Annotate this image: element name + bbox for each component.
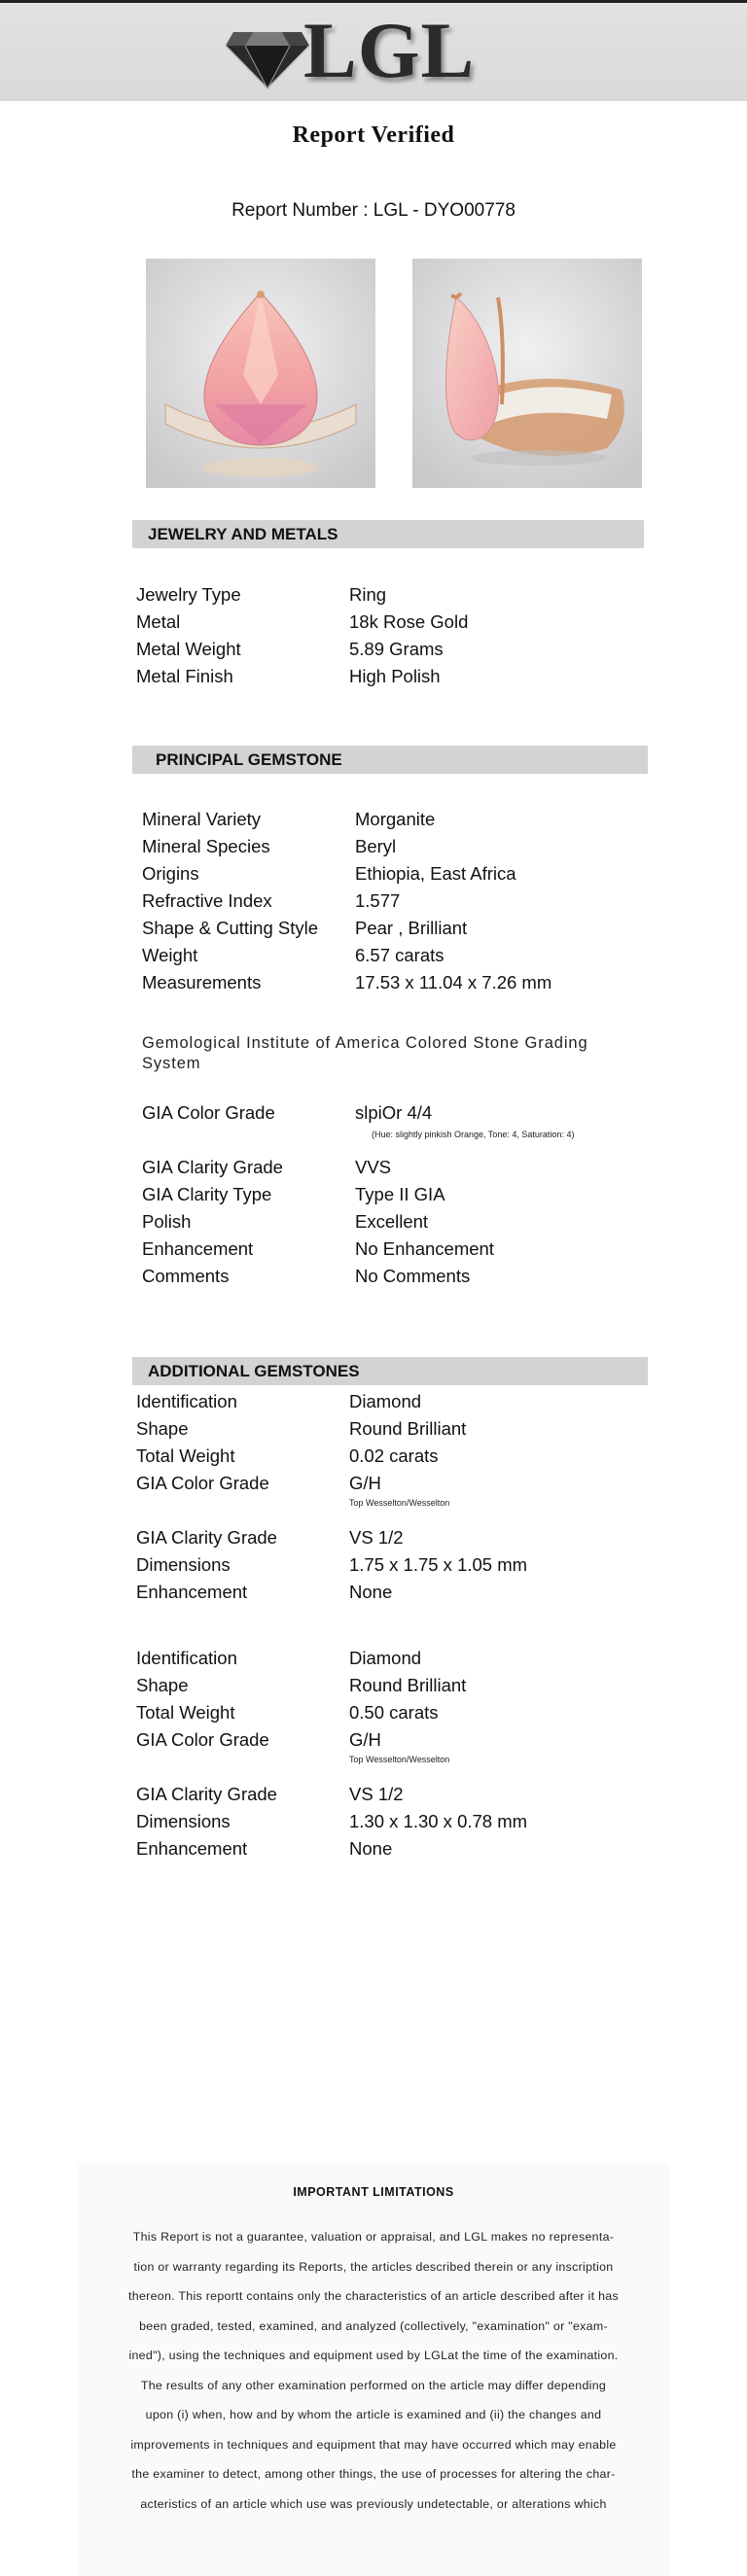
ring-front-photo bbox=[146, 259, 375, 488]
additional-value: None bbox=[349, 1582, 393, 1602]
principal-label: GIA Clarity Grade bbox=[142, 1157, 283, 1177]
jewelry-value: Ring bbox=[349, 584, 387, 605]
limitations-line: upon (i) when, how and by whom the article is examined and (ii) the changes and bbox=[145, 2408, 602, 2421]
principal-label: Shape & Cutting Style bbox=[142, 918, 318, 938]
principal-label: Weight bbox=[142, 945, 198, 965]
limitations-line: This Report is not a guarantee, valuation or appraisal, and LGL makes no representa- bbox=[132, 2230, 615, 2244]
principal-value: 6.57 carats bbox=[355, 945, 445, 965]
additional-value: Round Brilliant bbox=[349, 1418, 467, 1439]
ring-side-photo bbox=[412, 259, 642, 488]
additional-color-note: Top Wesselton/Wesselton bbox=[349, 1755, 450, 1764]
principal-section-heading: PRINCIPAL GEMSTONE bbox=[156, 750, 342, 769]
principal-label: Measurements bbox=[142, 972, 262, 992]
jewelry-section-bar bbox=[132, 520, 644, 548]
additional-label: GIA Clarity Grade bbox=[136, 1784, 277, 1804]
additional-label: Enhancement bbox=[136, 1838, 248, 1859]
principal-label: GIA Clarity Type bbox=[142, 1184, 272, 1204]
principal-label: Mineral Species bbox=[142, 836, 270, 856]
limitations-line: ined"), using the techniques and equipment used by LGLat the time of the examination. bbox=[128, 2349, 619, 2362]
limitations-line: The results of any other examination performed on the article may differ depending bbox=[140, 2378, 607, 2392]
principal-value: No Comments bbox=[355, 1266, 471, 1286]
gia-grading-heading: Gemological Institute of America Colored Stone Grading System bbox=[142, 1034, 588, 1072]
additional-label: Shape bbox=[136, 1675, 189, 1695]
principal-label: Origins bbox=[142, 863, 199, 884]
logo-text: LGL bbox=[303, 6, 476, 94]
additional-label: GIA Color Grade bbox=[136, 1729, 269, 1750]
additional-label: Dimensions bbox=[136, 1811, 231, 1831]
principal-label: GIA Color Grade bbox=[142, 1102, 275, 1123]
additional-label: GIA Color Grade bbox=[136, 1473, 269, 1493]
additional-label: Identification bbox=[136, 1648, 237, 1668]
additional-value: G/H bbox=[349, 1729, 381, 1750]
principal-value: VVS bbox=[355, 1157, 392, 1177]
jewelry-label: Metal Finish bbox=[136, 666, 233, 686]
principal-value: Morganite bbox=[355, 809, 436, 829]
page-title: Report Verified bbox=[292, 122, 455, 148]
jewelry-label: Metal Weight bbox=[136, 639, 241, 659]
additional-value: 0.02 carats bbox=[349, 1445, 439, 1466]
additional-label: Enhancement bbox=[136, 1582, 248, 1602]
principal-value: Excellent bbox=[355, 1211, 429, 1232]
diamond-logo-icon bbox=[224, 22, 311, 90]
limitations-line: acteristics of an article which use was previously undetectable, or alterations which bbox=[140, 2496, 607, 2511]
additional-value: VS 1/2 bbox=[349, 1784, 404, 1804]
additional-label: Total Weight bbox=[136, 1702, 235, 1723]
principal-label: Enhancement bbox=[142, 1238, 254, 1259]
additional-color-note: Top Wesselton/Wesselton bbox=[349, 1498, 450, 1508]
principal-value: No Enhancement bbox=[355, 1238, 494, 1259]
principal-value: Ethiopia, East Africa bbox=[355, 863, 516, 884]
principal-label: Refractive Index bbox=[142, 890, 272, 911]
jewelry-label: Jewelry Type bbox=[136, 584, 241, 605]
report-number: Report Number : LGL - DYO00778 bbox=[231, 200, 516, 221]
additional-label: Shape bbox=[136, 1418, 189, 1439]
additional-value: G/H bbox=[349, 1473, 381, 1493]
additional-value: None bbox=[349, 1838, 393, 1859]
jewelry-label: Metal bbox=[136, 611, 181, 632]
jewelry-value: High Polish bbox=[349, 666, 441, 686]
principal-label: Polish bbox=[142, 1211, 192, 1232]
header-banner bbox=[0, 0, 747, 101]
additional-section-heading: ADDITIONAL GEMSTONES bbox=[148, 1362, 360, 1380]
principal-label: Mineral Variety bbox=[142, 809, 262, 829]
limitations-line: tion or warranty regarding its Reports, the articles described therein or any inscription bbox=[133, 2259, 614, 2274]
jewelry-section-heading: JEWELRY AND METALS bbox=[148, 525, 338, 543]
additional-label: GIA Clarity Grade bbox=[136, 1527, 277, 1548]
additional-value: 0.50 carats bbox=[349, 1702, 439, 1723]
color-grade-note: (Hue: slightly pinkish Orange, Tone: 4, Saturation: 4) bbox=[372, 1130, 575, 1139]
principal-section-bar bbox=[132, 746, 648, 774]
additional-value: Diamond bbox=[349, 1391, 422, 1411]
additional-value: 1.75 x 1.75 x 1.05 mm bbox=[349, 1554, 528, 1575]
limitations-line: the examiner to detect, among other things, the use of processes for altering the char- bbox=[131, 2467, 616, 2481]
limitations-line: thereon. This reportt contains only the characteristics of an article described after it has bbox=[128, 2289, 619, 2303]
limitations-box bbox=[78, 2164, 669, 2576]
additional-label: Identification bbox=[136, 1391, 237, 1411]
limitations-line: improvements in techniques and equipment that may have occurred which may enable bbox=[130, 2437, 617, 2452]
principal-value: Pear , Brilliant bbox=[355, 918, 468, 938]
additional-value: Round Brilliant bbox=[349, 1675, 467, 1695]
additional-value: Diamond bbox=[349, 1648, 422, 1668]
limitations-body bbox=[99, 2222, 648, 2519]
lgl-logo[interactable] bbox=[224, 6, 477, 96]
jewelry-value: 5.89 Grams bbox=[349, 639, 444, 659]
jewelry-value: 18k Rose Gold bbox=[349, 611, 469, 632]
principal-value: 1.577 bbox=[355, 890, 401, 911]
limitations-title: IMPORTANT LIMITATIONS bbox=[293, 2185, 454, 2199]
principal-value: Beryl bbox=[355, 836, 397, 856]
additional-section-bar bbox=[132, 1357, 648, 1385]
additional-label: Total Weight bbox=[136, 1445, 235, 1466]
limitations-line: been graded, tested, examined, and analyzed (collectively, "examination" or "exam- bbox=[139, 2318, 608, 2333]
additional-value: VS 1/2 bbox=[349, 1527, 404, 1548]
principal-label: Comments bbox=[142, 1266, 230, 1286]
principal-value: slpiOr 4/4 bbox=[355, 1102, 433, 1123]
additional-label: Dimensions bbox=[136, 1554, 231, 1575]
additional-value: 1.30 x 1.30 x 0.78 mm bbox=[349, 1811, 528, 1831]
principal-value: 17.53 x 11.04 x 7.26 mm bbox=[355, 972, 552, 992]
principal-value: Type II GIA bbox=[355, 1184, 445, 1204]
